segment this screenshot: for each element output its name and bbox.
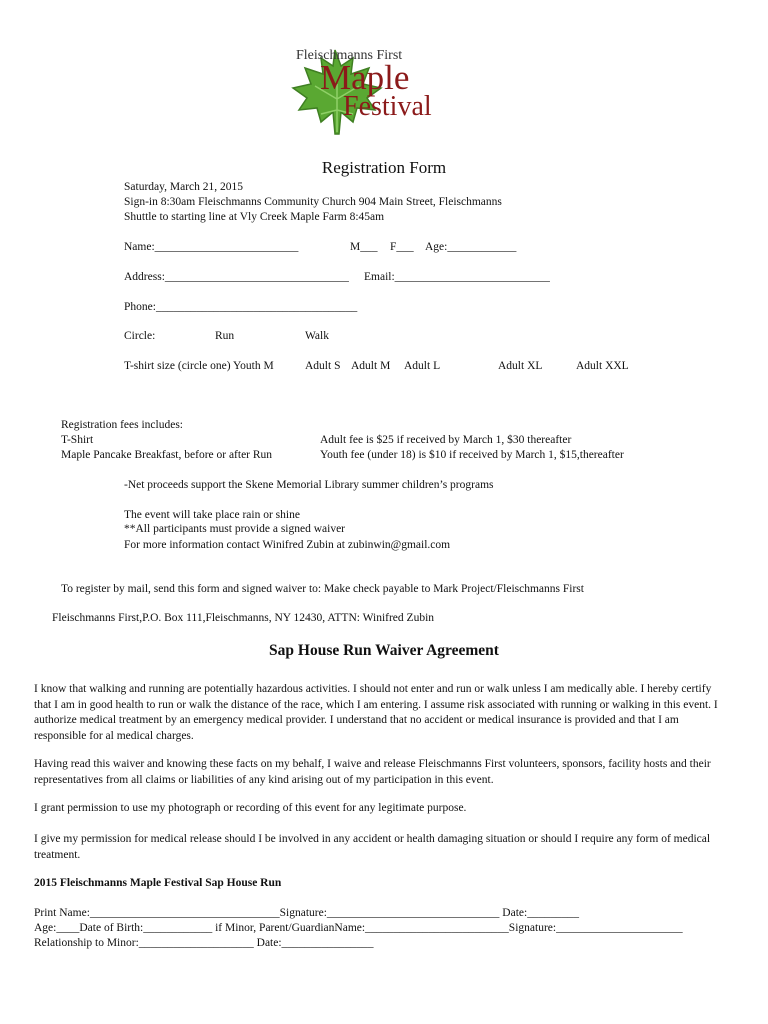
email-field[interactable]: Email:___________________________ [364,271,550,283]
logo-org-name: Fleischmanns First [296,48,403,63]
name-field[interactable]: Name:_________________________ [124,241,299,253]
adult-fee: Adult fee is $25 if received by March 1, $30 thereafter [320,434,572,446]
rain-note: The event will take place rain or shine [124,509,300,521]
circle-label: Circle: [124,330,156,342]
contact-note: For more information contact Winifred Zubin at zubinwin@gmail.com [124,539,451,551]
gender-m-field[interactable]: M___ [350,241,378,253]
age-field[interactable]: Age:____________ [425,241,517,253]
phone-field[interactable]: Phone:___________________________________ [124,301,358,313]
tshirt-adult-s[interactable]: Adult S [305,360,341,372]
event-signin: Sign-in 8:30am Fleischmanns Community Church 904 Main Street, Fleischmanns [124,196,502,208]
gender-f-field[interactable]: F___ [390,241,414,253]
relationship-date-line[interactable]: Relationship to Minor:____________________ Date:________________ [34,937,374,949]
fees-heading: Registration fees includes: [61,419,183,431]
waiver-paragraph-4: I give my permission for medical release should I be involved in any accident or health damaging situation or should I require any form of medical treatment. [34,833,711,861]
tshirt-adult-l[interactable]: Adult L [404,360,441,372]
logo-festival: Festival [343,91,432,122]
tshirt-youth-m[interactable]: T-shirt size (circle one) Youth M [124,360,274,372]
tshirt-adult-xl[interactable]: Adult XL [498,360,543,372]
waiver-title: Sap House Run Waiver Agreement [269,642,499,659]
register-by-mail: To register by mail, send this form and signed waiver to: Make check payable to Mark Project/Fleischmanns First [61,583,584,595]
event-date: Saturday, March 21, 2015 [124,181,244,193]
waiver-note: **All participants must provide a signed waiver [124,523,346,535]
waiver-paragraph-1: I know that walking and running are potentially hazardous activities. I should not enter and run or walk unless I am medically able. I hereby certify that I am in good health to run or walk the distance of the race, which I am entering. I assume risk associated with running or walking in this event. I authorize medical treatment by an emergency medical provider. I understand that no accident or medical insurance is provided and that I am responsible for al medical charges. [34,683,718,742]
page-title: Registration Form [321,158,447,177]
fees-tshirt: T-Shirt [61,434,94,446]
waiver-paragraph-2: Having read this waiver and knowing these facts on my behalf, I waive and release Fleischmanns First volunteers, sponsors, facility hosts and their representatives from all claims or liabilities of any kind arising out of my participation in this event. [34,758,711,786]
signature-heading: 2015 Fleischmanns Maple Festival Sap House Run [34,877,282,889]
option-walk[interactable]: Walk [305,330,329,342]
mailing-address: Fleischmanns First,P.O. Box 111,Fleischmanns, NY 12430, ATTN: Winifred Zubin [52,612,435,624]
logo-maple: Maple [320,58,410,97]
proceeds-note: -Net proceeds support the Skene Memorial Library summer children’s programs [124,479,494,491]
tshirt-adult-m[interactable]: Adult M [351,360,391,372]
event-shuttle: Shuttle to starting line at Vly Creek Maple Farm 8:45am [124,211,385,223]
option-run[interactable]: Run [215,330,235,342]
address-field[interactable]: Address:________________________________ [124,271,349,283]
print-name-signature-line[interactable]: Print Name:_________________________________Signature:______________________________ Date:_________ [34,907,579,919]
waiver-paragraph-3: I grant permission to use my photograph or recording of this event for any legitimate purpose. [34,802,467,814]
youth-fee: Youth fee (under 18) is $10 if received by March 1, $15,thereafter [320,449,624,461]
tshirt-adult-xxl[interactable]: Adult XXL [576,360,629,372]
age-dob-guardian-line[interactable]: Age:____Date of Birth:____________ if Minor, Parent/GuardianName:_________________________Signature:______________________ [34,922,683,934]
fees-breakfast: Maple Pancake Breakfast, before or after Run [61,449,273,461]
